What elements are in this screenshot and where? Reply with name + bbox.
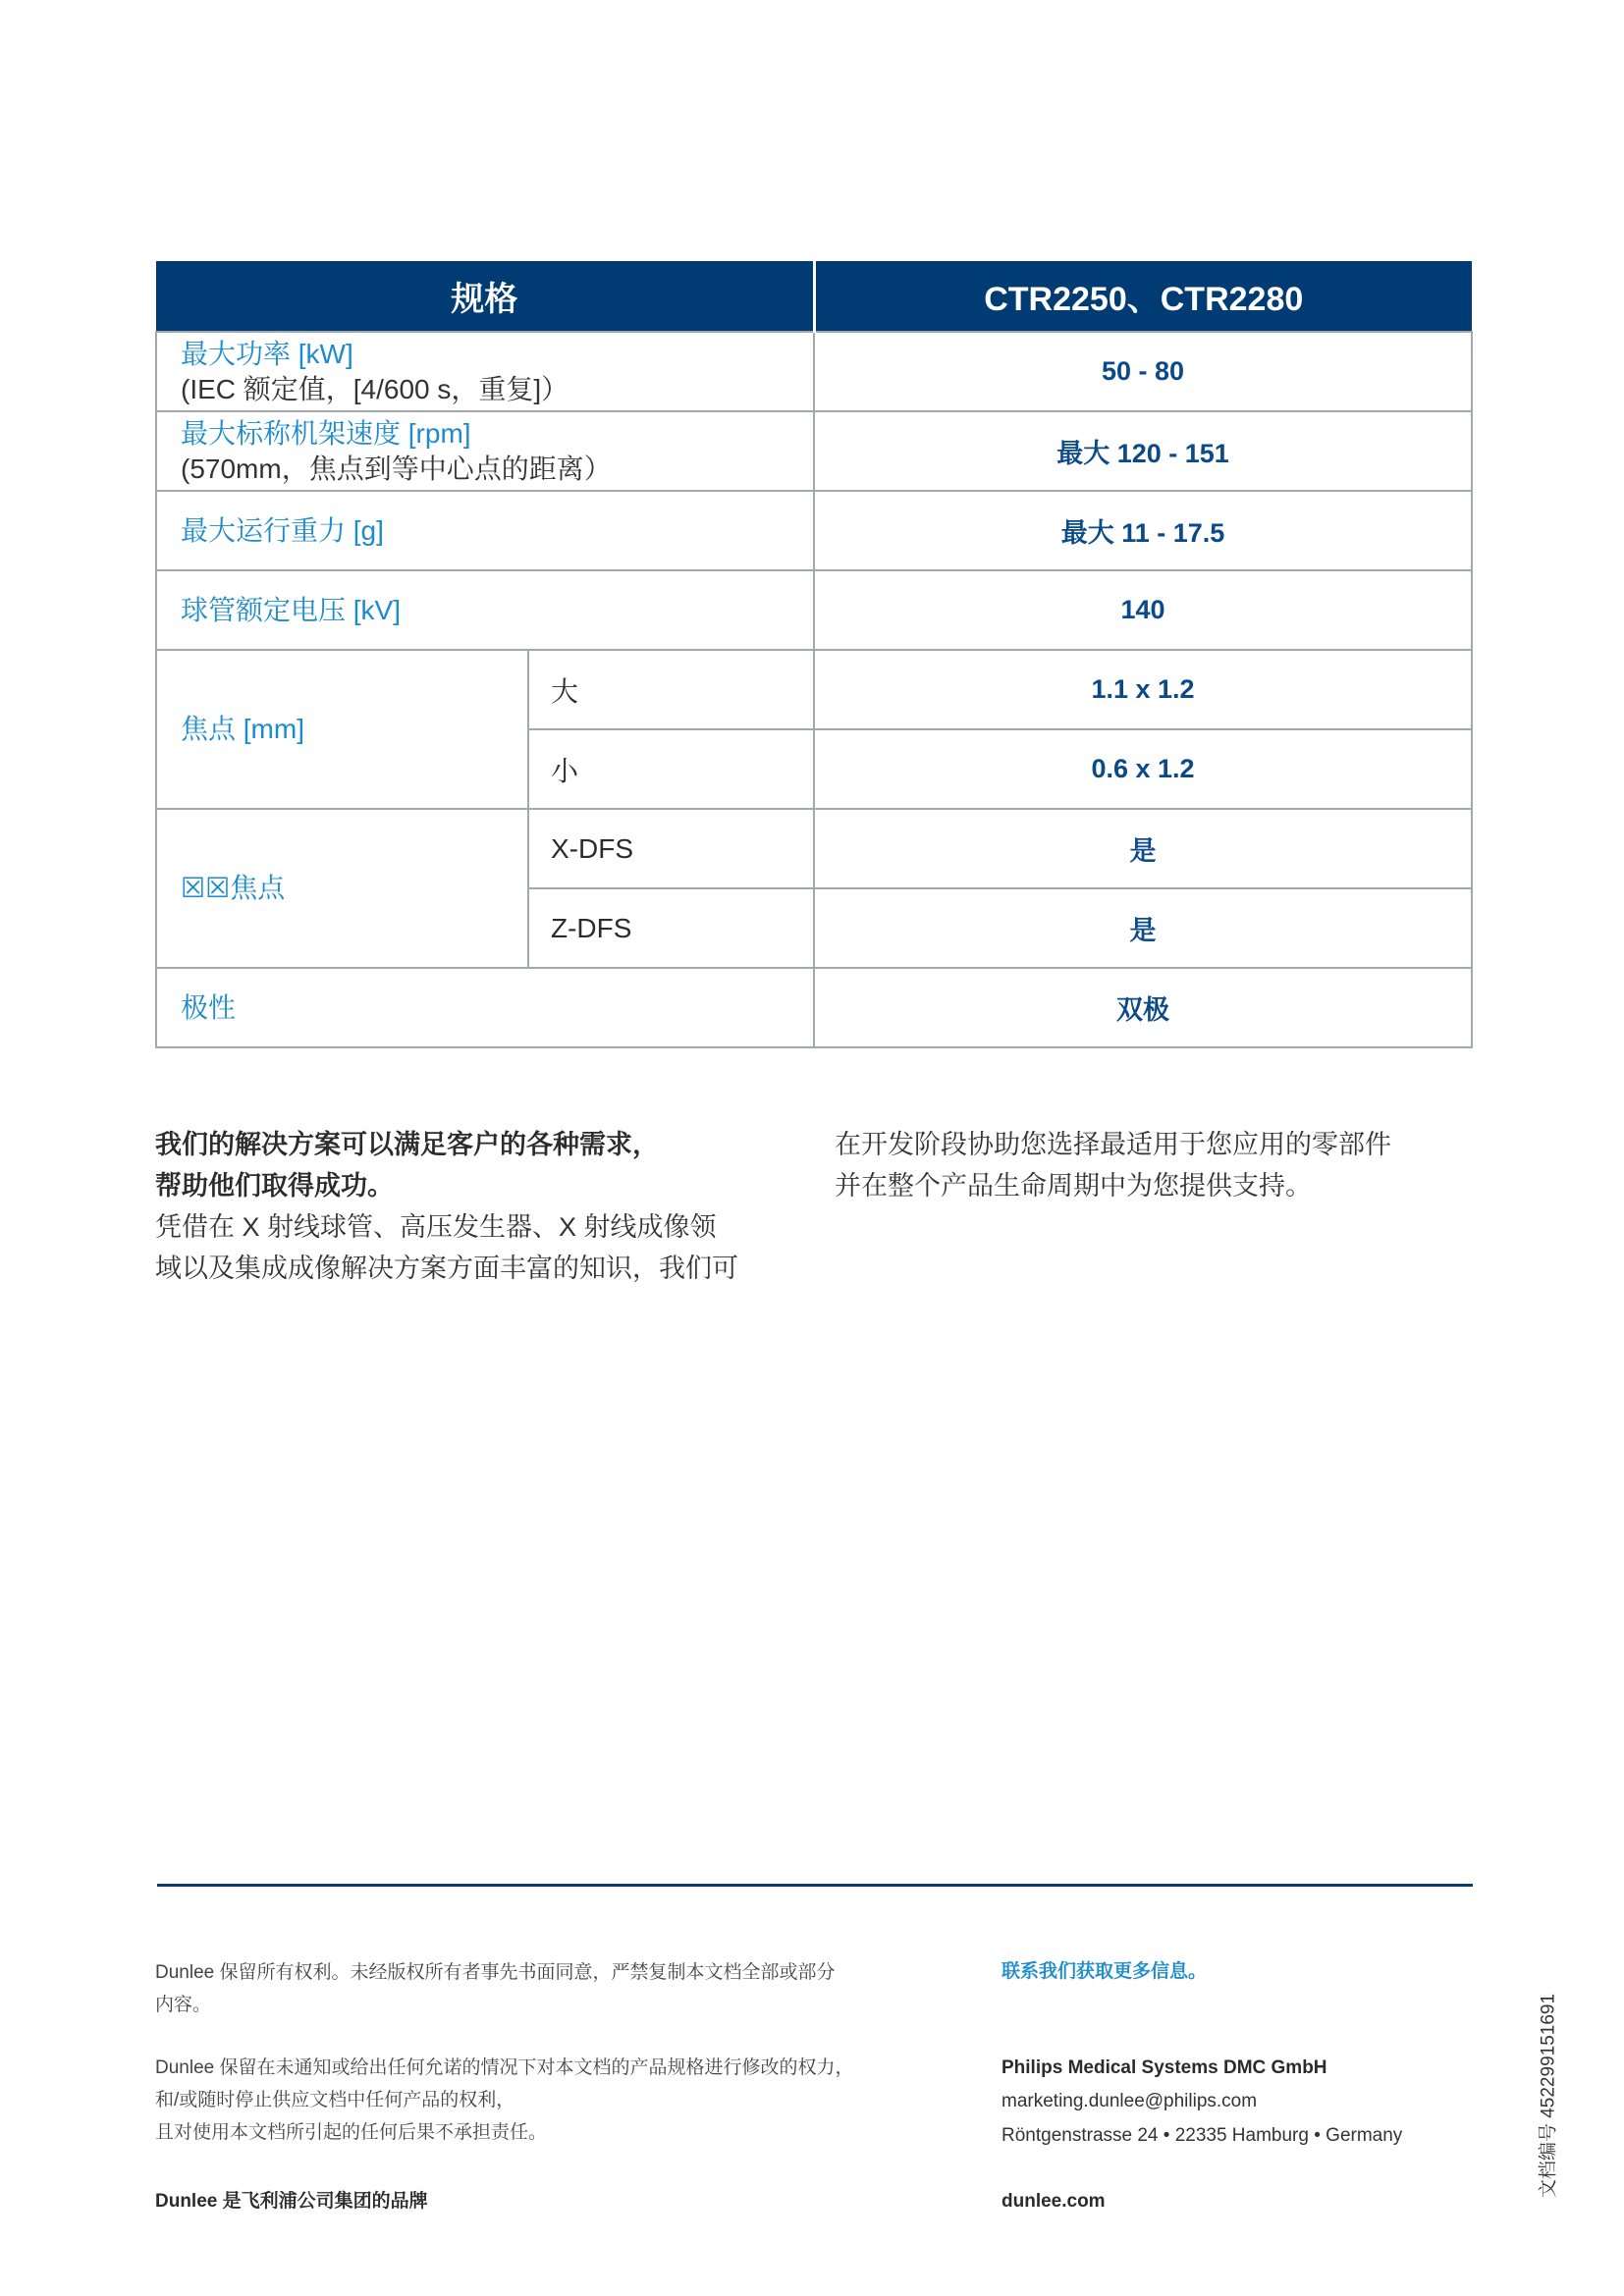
gantry-speed-label: 最大标称机架速度 [rpm] [181,417,471,449]
table-row [156,809,1472,888]
table-row [156,968,1472,1047]
max-g-force-label: 最大运行重力 [g] [156,491,814,570]
intro-body-line1: 凭借在 X 射线球管、高压发生器、X 射线成像领 [155,1212,717,1242]
table-row [156,650,1472,729]
company-address: Röntgenstrasse 24 • 22335 Hamburg • Germany [1001,2125,1403,2146]
gantry-speed-value: 最大 120 - 151 [814,411,1472,491]
focal-spot-large-value: 1.1 x 1.2 [814,650,1472,729]
focal-spot-label: 焦点 [mm] [156,650,528,809]
disclaimer-line2: 和/或随时停止供应文档中任何产品的权利， [155,2090,515,2110]
contact-email-link[interactable]: marketing.dunlee@philips.com [1001,2091,1258,2111]
disclaimer [155,2052,854,2149]
focal-spot-small-value: 0.6 x 1.2 [814,729,1472,809]
focal-spot-large-label: 大 [528,650,814,729]
document-number: 文档编号 452299151691 [1538,1993,1559,2199]
x-dfs-value: 是 [814,809,1472,888]
row-label-gantry-speed [156,411,814,491]
table-row [156,570,1472,650]
intro-headline-line2: 帮助他们取得成功。 [155,1171,394,1201]
table-row [156,411,1472,491]
polarity-label: 极性 [156,968,814,1047]
intro-body-line4: 并在整个产品生命周期中为您提供支持。 [835,1171,1312,1201]
rights-line2: 内容。 [155,1995,212,2015]
max-power-note: (IEC 额定值，[4/600 s，重复]） [181,373,569,404]
polarity-value: 双极 [814,968,1472,1047]
z-dfs-label: Z-DFS [528,888,814,968]
intro-body-line2: 域以及集成成像解决方案方面丰富的知识，我们可 [155,1254,738,1283]
x-dfs-label: X-DFS [528,809,814,888]
focal-spot-small-label: 小 [528,729,814,809]
intro-left-column [155,1124,764,1289]
brand-note: Dunlee 是飞利浦公司集团的品牌 [155,2191,428,2212]
website-link[interactable]: dunlee.com [1001,2191,1106,2212]
intro-headline-line1: 我们的解决方案可以满足客户的各种需求， [155,1130,659,1159]
spec-table [155,261,1473,1048]
tube-voltage-value: 140 [814,570,1472,650]
flying-focal-spot-label: ☒☒焦点 [156,809,528,968]
max-power-label: 最大功率 [kW] [181,338,353,369]
rights-notice [155,1956,836,2021]
tube-voltage-label: 球管额定电压 [kV] [156,570,814,650]
row-label-max-power [156,332,814,411]
footer-divider [157,1884,1473,1887]
table-row [156,491,1472,570]
z-dfs-value: 是 [814,888,1472,968]
max-g-force-value: 最大 11 - 17.5 [814,491,1472,570]
disclaimer-line3: 且对使用本文档所引起的任何后果不承担责任。 [155,2122,548,2143]
table-row [156,332,1472,411]
contact-heading: 联系我们获取更多信息。 [1001,1961,1208,1982]
intro-right-column [835,1124,1443,1206]
max-power-value: 50 - 80 [814,332,1472,411]
disclaimer-line1: Dunlee 保留在未通知或给出任何允诺的情况下对本文档的产品规格进行修改的权力， [155,2057,854,2078]
table-header-row [156,261,1472,332]
company-name: Philips Medical Systems DMC GmbH [1001,2057,1327,2078]
rights-line1: Dunlee 保留所有权利。未经版权所有者事先书面同意，严禁复制本文档全部或部分 [155,1962,836,1983]
header-spec: 规格 [156,261,814,332]
intro-body-line3: 在开发阶段协助您选择最适用于您应用的零部件 [835,1130,1391,1159]
gantry-speed-note: (570mm，焦点到等中心点的距离） [181,453,612,484]
header-models: CTR2250、CTR2280 [814,261,1472,332]
